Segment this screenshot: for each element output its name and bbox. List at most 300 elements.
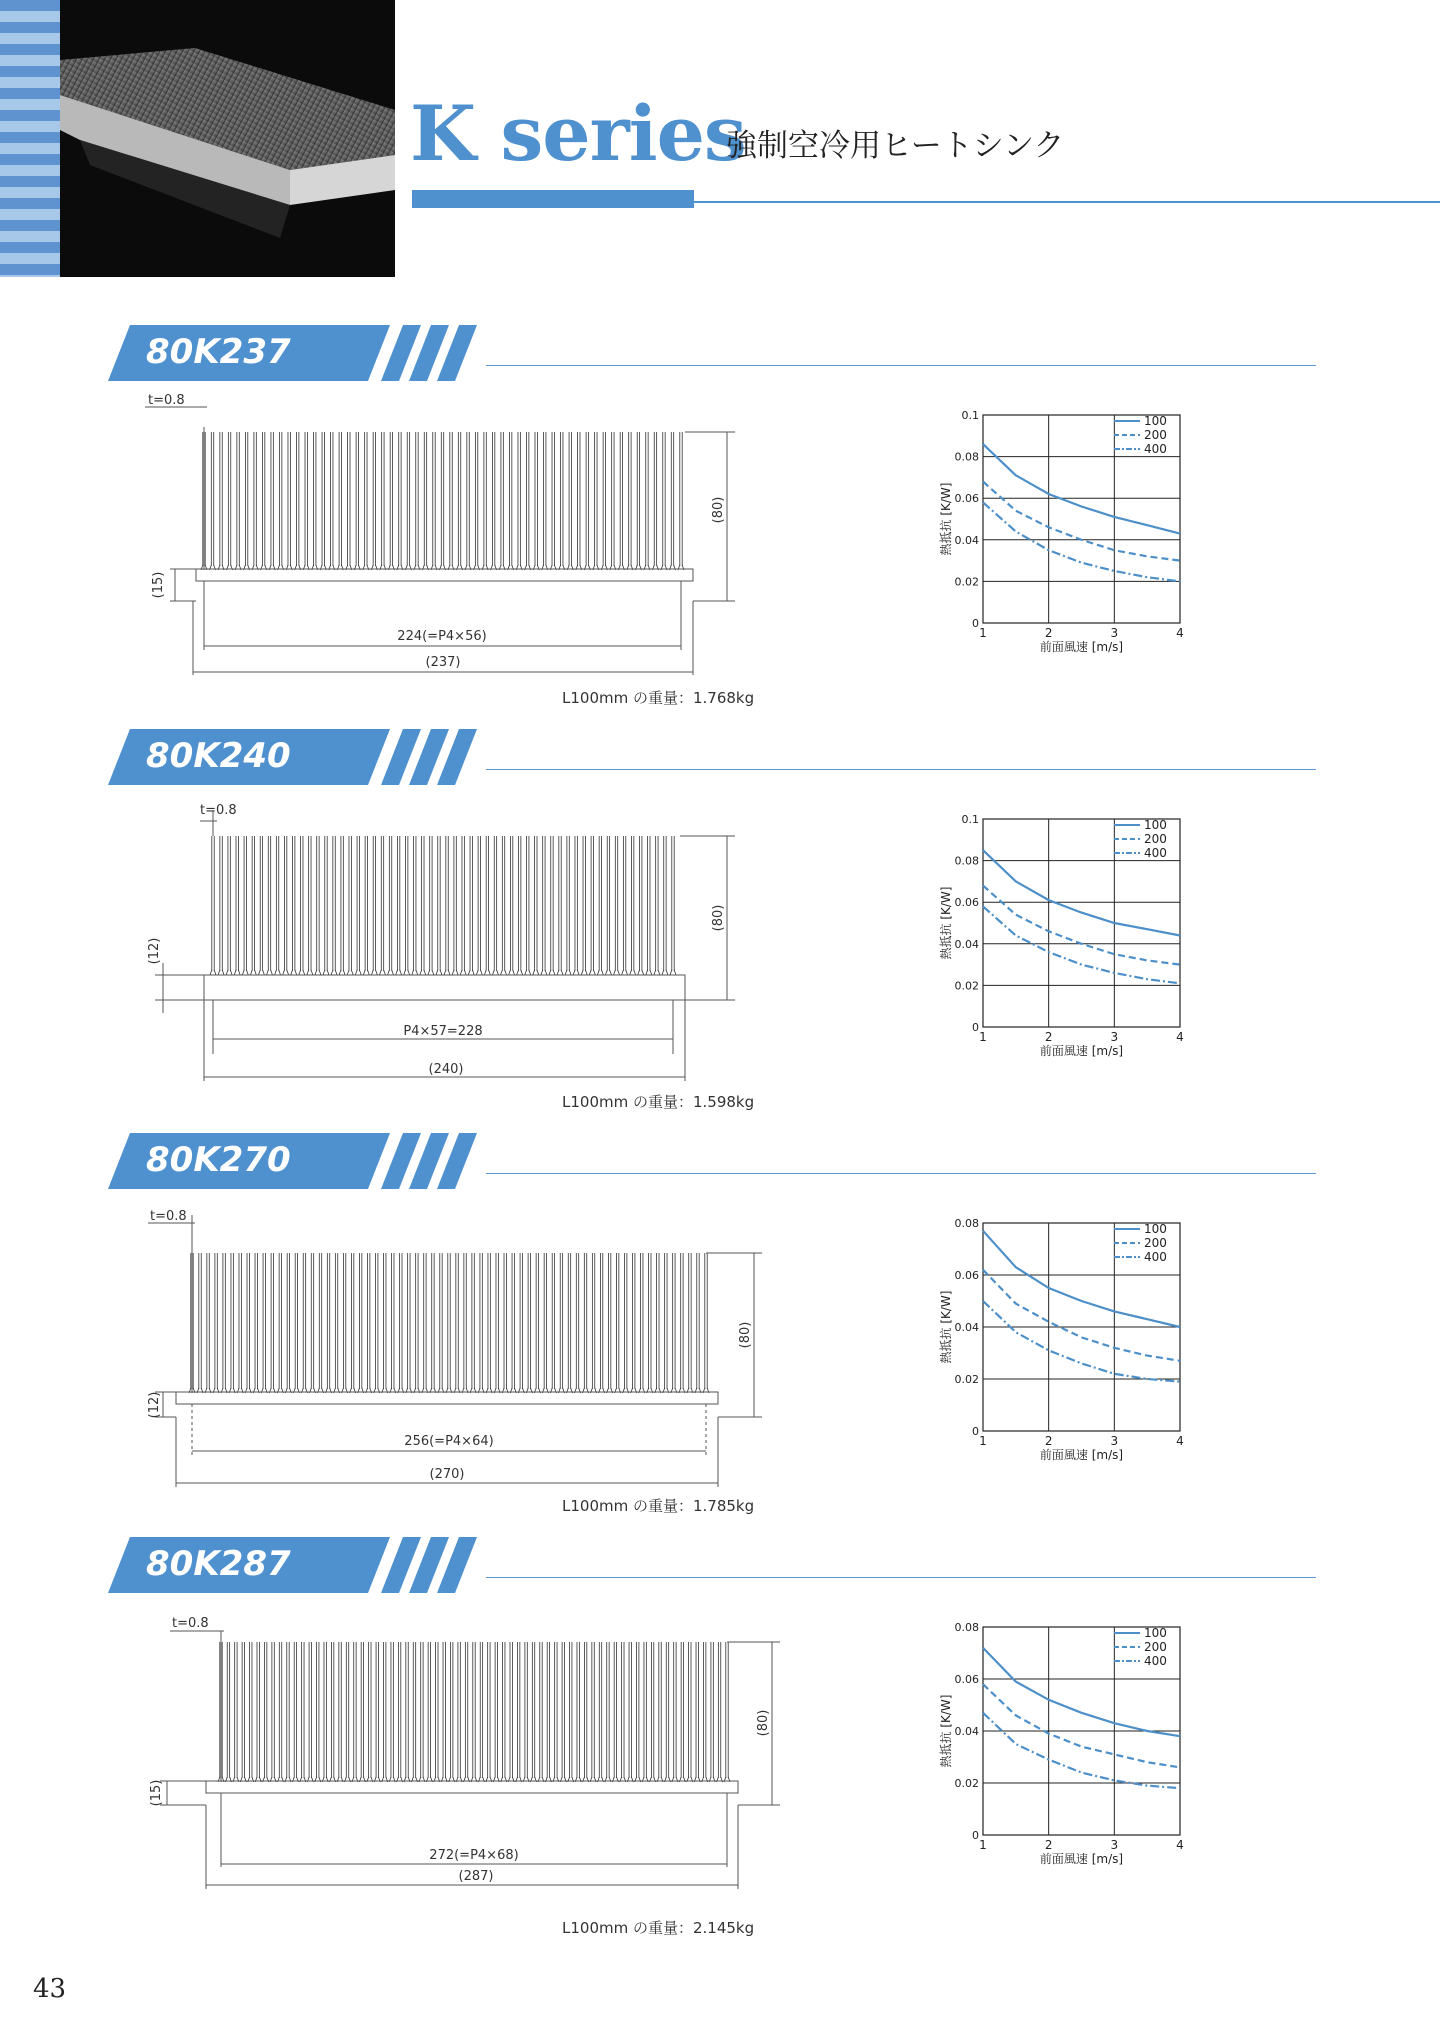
fin [278,432,284,570]
fin [261,432,267,570]
fin [631,1253,637,1393]
fin [607,1253,613,1393]
fin [350,1253,356,1393]
y-tick-label: 0.04 [954,1725,979,1738]
fin [248,1642,254,1782]
fin [420,836,426,975]
series-line-200 [983,1270,1180,1361]
legend-label: 200 [1144,832,1167,846]
fin [672,1642,678,1782]
fin [542,432,548,570]
base-plate [206,1781,738,1793]
x-tick-label: 2 [1044,1030,1053,1044]
y-axis-label: 熱抵抗 [K/W] [939,482,953,556]
y-tick-label: 0.08 [954,854,979,868]
fin [550,432,556,570]
title-rule [694,201,1440,203]
fin [380,432,386,570]
legend-label: 100 [1144,1626,1167,1640]
series-line-400 [983,1713,1180,1788]
x-tick-label: 1 [979,1030,987,1044]
y-tick-label: 0.06 [954,1269,979,1282]
thickness-label: t=0.8 [200,803,237,818]
fin [210,432,216,570]
fin [245,1253,251,1393]
fin [584,432,590,570]
fin [510,1253,516,1393]
fin [663,1253,669,1393]
model-name: 80K237 [146,332,291,372]
legend-label: 100 [1144,414,1167,428]
fin [516,432,522,570]
fin [638,836,644,975]
fin [605,836,611,975]
fin [405,432,411,570]
product-section [0,1537,1440,1937]
fin [491,432,497,570]
fin [312,432,318,570]
fin [269,432,275,570]
fin [583,1253,589,1393]
fin [508,1642,514,1782]
fin [367,1642,373,1782]
fin [397,432,403,570]
fin [411,1642,417,1782]
fin [322,1642,328,1782]
fin [261,1253,267,1393]
product-section [0,1133,1440,1533]
fin [303,432,309,570]
fin [623,1253,629,1393]
fin [242,836,248,975]
fin [468,836,474,975]
thickness-label: t=0.8 [172,1616,209,1631]
fin [576,432,582,570]
y-tick-label: 0.04 [954,1321,979,1334]
fin [404,836,410,975]
fin [315,1642,321,1782]
fin [258,836,264,975]
fin [662,836,668,975]
fin [627,432,633,570]
legend-label: 200 [1144,428,1167,442]
fin [397,1642,403,1782]
fin [553,1642,559,1782]
fin [441,1642,447,1782]
fin [347,836,353,975]
fin [234,836,240,975]
fin [615,1253,621,1393]
fin [694,1642,700,1782]
fin [221,1253,227,1393]
fin [542,1253,548,1393]
base-label: (12) [147,937,162,965]
fin [531,1642,537,1782]
x-tick-label: 4 [1176,1434,1184,1448]
fin [320,432,326,570]
fin [533,432,539,570]
x-axis-label: 前面風速 [m/s] [1039,1448,1124,1462]
fin [476,836,482,975]
base-label: (12) [147,1391,162,1419]
fin [508,432,514,570]
fin [635,432,641,570]
fin [717,1642,723,1782]
fin [679,1253,685,1393]
y-tick-label: 0 [972,617,979,630]
fin [599,1253,605,1393]
height-label: (80) [738,1321,753,1349]
fin [670,836,676,975]
fin [253,1253,259,1393]
series-subtitle: 強制空冷用ヒートシンク [726,128,1065,164]
y-tick-label: 0.04 [954,937,979,951]
fin [478,1253,484,1393]
base-plate [176,1392,718,1404]
thermal-chart [930,405,1220,675]
pitch-label: 272(=P4×68) [429,1848,519,1863]
fin [597,836,603,975]
fin [379,836,385,975]
fin [618,432,624,570]
fin [558,1253,564,1393]
fin [213,1253,219,1393]
fin [426,1642,432,1782]
fin [501,1642,507,1782]
width-label: (270) [429,1467,465,1482]
fin [598,1642,604,1782]
fin [388,836,394,975]
fin [291,836,297,975]
fin [724,1642,730,1782]
height-label: (80) [756,1709,771,1737]
legend-label: 400 [1144,1654,1167,1668]
fin [218,432,224,570]
y-tick-label: 0.02 [954,979,979,993]
fin [565,836,571,975]
fin [620,1642,626,1782]
fin [444,836,450,975]
fin [225,1642,231,1782]
fin [295,432,301,570]
fin [396,836,402,975]
fin [523,1642,529,1782]
fin [545,1642,551,1782]
fin [654,836,660,975]
fin [404,1642,410,1782]
fin [581,836,587,975]
base-label: (15) [151,571,166,599]
model-name: 80K240 [146,736,291,776]
fin [358,1253,364,1393]
fin [269,1253,275,1393]
fin [233,1642,239,1782]
width-label: (237) [425,655,461,670]
fin [419,1642,425,1782]
fin [354,432,360,570]
pitch-label: P4×57=228 [403,1024,483,1039]
fin [434,1642,440,1782]
weight-label: L100mm の重量：1.768kg [562,689,755,707]
x-tick-label: 3 [1110,626,1119,640]
y-tick-label: 0 [972,1021,979,1034]
legend-label: 400 [1144,846,1167,860]
fin [534,1253,540,1393]
fin [355,836,361,975]
fin [575,1642,581,1782]
weight-label: L100mm の重量：1.785kg [562,1497,755,1515]
fin [440,432,446,570]
fin [412,836,418,975]
fin [502,1253,508,1393]
fin [307,836,313,975]
fin [307,1642,313,1782]
y-tick-label: 0.02 [954,575,979,589]
fin [702,1642,708,1782]
fin [331,836,337,975]
y-axis-label: 熱抵抗 [K/W] [939,886,953,960]
fin [614,836,620,975]
weight-label: L100mm の重量：2.145kg [562,1919,755,1937]
thermal-chart [930,809,1220,1079]
fin [226,836,232,975]
fin [560,1642,566,1782]
pitch-label: 224(=P4×56) [397,629,487,644]
fin [612,1642,618,1782]
legend-label: 100 [1144,1222,1167,1236]
fin [661,432,667,570]
fin [583,1642,589,1782]
fin [398,1253,404,1393]
fin [687,1253,693,1393]
fin [517,836,523,975]
fin [509,836,515,975]
fin [494,1253,500,1393]
fin [499,432,505,570]
fin [359,1642,365,1782]
y-tick-label: 0.06 [954,492,979,506]
fin [337,432,343,570]
profile-drawing [0,1537,800,1937]
fin [622,836,628,975]
y-tick-label: 0 [972,1829,979,1842]
fin [286,432,292,570]
legend-label: 400 [1144,1250,1167,1264]
fin [431,432,437,570]
fin [601,432,607,570]
fin [591,1253,597,1393]
fin [486,1642,492,1782]
fin [593,432,599,570]
y-tick-label: 0.02 [954,1373,979,1386]
x-tick-label: 3 [1110,1030,1119,1044]
fin [678,432,684,570]
y-tick-label: 0 [972,1425,979,1438]
fin [309,1253,315,1393]
y-tick-label: 0.1 [961,813,979,826]
pitch-label: 256(=P4×64) [404,1434,494,1449]
fin [516,1642,522,1782]
fin [644,432,650,570]
fin [277,1253,283,1393]
fin [456,1642,462,1782]
fin [709,1642,715,1782]
title-underline-bar [412,190,694,208]
fin [646,836,652,975]
base-plate [204,975,685,1000]
product-photo [0,0,395,277]
x-axis-label: 前面風速 [m/s] [1039,1044,1124,1058]
page-number: 43 [33,1974,67,2004]
y-tick-label: 0.06 [954,1673,979,1686]
fin [470,1253,476,1393]
profile-drawing [0,325,800,725]
fin [703,1253,709,1393]
x-tick-label: 2 [1044,626,1053,640]
fin [371,432,377,570]
fin [639,1253,645,1393]
fin [484,836,490,975]
weight-label: L100mm の重量：1.598kg [562,1093,755,1111]
x-tick-label: 3 [1110,1838,1119,1852]
fin [334,1253,340,1393]
fin [525,836,531,975]
y-tick-label: 0.08 [954,1621,979,1634]
fin [559,432,565,570]
series-line-100 [983,850,1180,935]
series-line-200 [983,482,1180,561]
fin [329,432,335,570]
fin [345,1642,351,1782]
fin [486,1253,492,1393]
fin [414,432,420,570]
fin [610,432,616,570]
fin [525,432,531,570]
fin [650,1642,656,1782]
fin [538,1642,544,1782]
fin [448,432,454,570]
fin [218,836,224,975]
fin [438,1253,444,1393]
fin [382,1642,388,1782]
x-tick-label: 1 [979,626,987,640]
height-label: (80) [711,496,726,524]
fin [363,432,369,570]
base-plate [196,569,693,581]
fin [318,1253,324,1393]
y-tick-label: 0.08 [954,450,979,464]
legend-label: 200 [1144,1640,1167,1654]
fin [590,1642,596,1782]
fin [374,1253,380,1393]
fin [337,1642,343,1782]
thickness-label: t=0.8 [150,1209,187,1224]
fin [430,1253,436,1393]
fin [283,836,289,975]
fin [315,836,321,975]
x-tick-label: 2 [1044,1838,1053,1852]
product-section [0,325,1440,725]
fin [390,1253,396,1393]
fin [647,1253,653,1393]
fin [270,1642,276,1782]
fin [526,1253,532,1393]
model-name: 80K270 [146,1140,291,1180]
fin [301,1253,307,1393]
fin [382,1253,388,1393]
fin [493,1642,499,1782]
fin [205,1253,211,1393]
fin [371,836,377,975]
fin [652,432,658,570]
profile-drawing [0,1133,800,1533]
fin [285,1642,291,1782]
fin [642,1642,648,1782]
fin [454,1253,460,1393]
x-axis-label: 前面風速 [m/s] [1039,640,1124,654]
fin [635,1642,641,1782]
fin [389,1642,395,1782]
legend-label: 100 [1144,818,1167,832]
fin [428,836,434,975]
width-label: (240) [428,1062,464,1077]
fin [671,1253,677,1393]
fin [326,1253,332,1393]
series-line-200 [983,1684,1180,1767]
fin [366,1253,372,1393]
fin [237,1253,243,1393]
fin [342,1253,348,1393]
fin [235,432,241,570]
base-label: (15) [149,1779,164,1807]
legend-label: 400 [1144,442,1167,456]
fin [346,432,352,570]
fin [227,432,233,570]
fin [210,836,216,975]
fin [330,1642,336,1782]
series-line-400 [983,502,1180,581]
y-tick-label: 0.06 [954,896,979,910]
fin [292,1642,298,1782]
fin [462,1253,468,1393]
series-line-400 [983,1301,1180,1382]
fin [657,1642,663,1782]
fin [575,1253,581,1393]
x-tick-label: 3 [1110,1434,1119,1448]
fin [229,1253,235,1393]
fin [275,836,281,975]
fin [627,1642,633,1782]
fin [589,836,595,975]
fin [605,1642,611,1782]
fin [566,1253,572,1393]
fin [557,836,563,975]
fin [687,1642,693,1782]
series-title: K series [410,89,746,178]
fin [266,836,272,975]
fin [197,1253,203,1393]
fin [492,836,498,975]
fin [446,1253,452,1393]
fin [388,432,394,570]
fin [406,1253,412,1393]
fin [471,1642,477,1782]
x-tick-label: 1 [979,1838,987,1852]
thickness-label: t=0.8 [148,393,185,408]
fin [464,1642,470,1782]
series-line-200 [983,886,1180,965]
x-tick-label: 2 [1044,1434,1053,1448]
